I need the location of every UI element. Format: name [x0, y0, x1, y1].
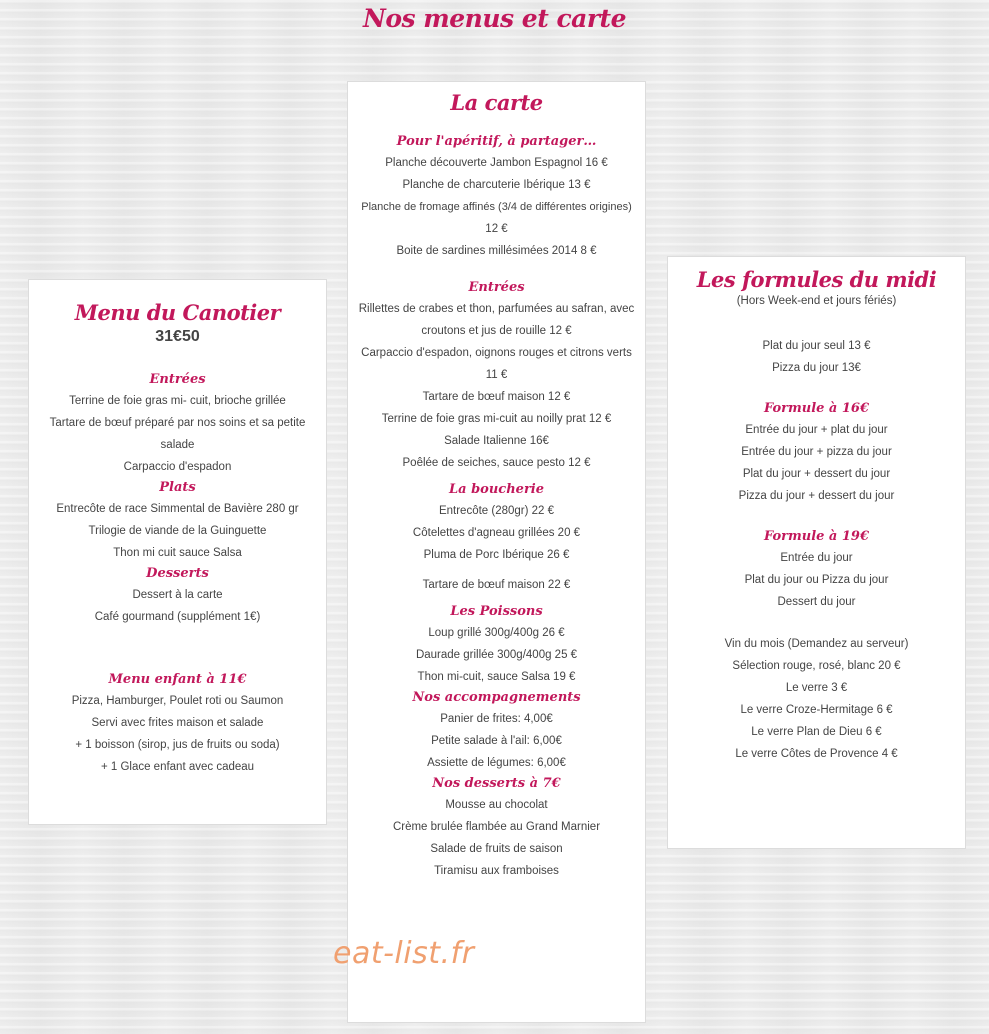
list-item: Pizza du jour + dessert du jour: [738, 490, 895, 502]
carte-desserts-title: Nos desserts à 7€: [432, 776, 561, 791]
list-item: Planche découverte Jambon Espagnol 16 €: [385, 157, 608, 169]
canotier-title: Menu du Canotier: [74, 300, 281, 325]
canotier-plats-title: Plats: [159, 480, 196, 495]
list-item: Planche de charcuterie Ibérique 13 €: [402, 179, 591, 191]
formules-midi-panel: [667, 256, 966, 849]
list-item: Le verre 3 €: [785, 682, 848, 694]
carte-aperitif-title: Pour l'apéritif, à partager…: [396, 134, 597, 149]
carte-accomp-title: Nos accompagnements: [412, 690, 581, 705]
list-item: Dessert du jour: [777, 596, 856, 608]
list-item: Poêlée de seiches, sauce pesto 12 €: [402, 457, 591, 469]
list-item: Vin du mois (Demandez au serveur): [724, 638, 909, 650]
list-item: Terrine de foie gras mi-cuit au noilly prat 12 €: [381, 413, 612, 425]
list-item: Trilogie de viande de la Guinguette: [88, 525, 267, 537]
list-item: Dessert à la carte: [132, 589, 223, 601]
list-item: Pluma de Porc Ibérique 26 €: [423, 549, 570, 561]
list-item: croutons et jus de rouille 12 €: [421, 325, 572, 337]
canotier-desserts-title: Desserts: [146, 566, 209, 581]
carte-title: La carte: [450, 90, 543, 115]
list-item: 11 €: [485, 369, 508, 381]
list-item: Tartare de bœuf préparé par nos soins et sa petite: [49, 417, 306, 429]
canotier-price: 31€50: [155, 328, 200, 345]
watermark: eat-list.fr: [333, 936, 475, 971]
list-item: Servi avec frites maison et salade: [91, 717, 264, 729]
formule-16-title: Formule à 16€: [763, 401, 870, 416]
list-item: Café gourmand (supplément 1€): [94, 611, 261, 623]
list-item: salade: [160, 439, 195, 451]
carte-boucherie-title: La boucherie: [449, 482, 544, 497]
list-item: Thon mi cuit sauce Salsa: [113, 547, 242, 559]
list-item: Planche de fromage affinés (3/4 de différentes origines): [361, 201, 632, 213]
list-item: Côtelettes d'agneau grillées 20 €: [412, 527, 581, 539]
list-item: Thon mi-cuit, sauce Salsa 19 €: [417, 671, 576, 683]
carte-entrees-title: Entrées: [468, 280, 525, 295]
list-item: Crème brulée flambée au Grand Marnier: [392, 821, 601, 833]
list-item: Entrée du jour + pizza du jour: [741, 446, 892, 458]
list-item: Plat du jour seul 13 €: [762, 340, 871, 352]
list-item: Salade Italienne 16€: [444, 435, 549, 447]
list-item: Salade de fruits de saison: [430, 843, 563, 855]
carte-poissons-title: Les Poissons: [450, 604, 543, 619]
canotier-enfant-title: Menu enfant à 11€: [108, 672, 247, 687]
list-item: Terrine de foie gras mi- cuit, brioche grillée: [69, 395, 286, 407]
list-item: Tiramisu aux framboises: [434, 865, 559, 877]
list-item: Rillettes de crabes et thon, parfumées au safran, avec: [358, 303, 635, 315]
page-title: Nos menus et carte: [363, 4, 626, 33]
list-item: Le verre Plan de Dieu 6 €: [751, 726, 882, 738]
list-item: Assiette de légumes: 6,00€: [427, 757, 566, 769]
formules-title: Les formules du midi: [696, 267, 937, 292]
menu-canotier-panel: [28, 279, 327, 825]
list-item: Entrecôte de race Simmental de Bavière 280 gr: [56, 503, 299, 515]
list-item: Plat du jour ou Pizza du jour: [744, 574, 889, 586]
list-item: Sélection rouge, rosé, blanc 20 €: [732, 660, 901, 672]
la-carte-panel: [347, 81, 646, 1023]
list-item: Carpaccio d'espadon, oignons rouges et citrons verts: [361, 347, 632, 359]
list-item: Entrecôte (280gr) 22 €: [438, 505, 555, 517]
list-item: + 1 boisson (sirop, jus de fruits ou soda): [75, 739, 280, 751]
formules-subtitle: (Hors Week-end et jours fériés): [736, 295, 897, 307]
formule-19-title: Formule à 19€: [763, 529, 870, 544]
list-item: Boite de sardines millésimées 2014 8 €: [396, 245, 597, 257]
list-item: Petite salade à l'ail: 6,00€: [431, 735, 562, 747]
list-item: Pizza, Hamburger, Poulet roti ou Saumon: [71, 695, 284, 707]
list-item: Carpaccio d'espadon: [123, 461, 232, 473]
list-item: Entrée du jour + plat du jour: [745, 424, 888, 436]
list-item: Entrée du jour: [780, 552, 853, 564]
list-item: Panier de frites: 4,00€: [440, 713, 553, 725]
list-item: Le verre Côtes de Provence 4 €: [735, 748, 898, 760]
list-item: Pizza du jour 13€: [772, 362, 861, 374]
list-item: Loup grillé 300g/400g 26 €: [428, 627, 565, 639]
list-item: Mousse au chocolat: [445, 799, 548, 811]
list-item: Tartare de bœuf maison 12 €: [422, 391, 571, 403]
canotier-entrees-title: Entrées: [149, 372, 206, 387]
list-item: + 1 Glace enfant avec cadeau: [100, 761, 255, 773]
list-item: Daurade grillée 300g/400g 25 €: [415, 649, 578, 661]
list-item: 12 €: [485, 223, 508, 235]
list-item: Le verre Croze-Hermitage 6 €: [740, 704, 893, 716]
list-item: Plat du jour + dessert du jour: [742, 468, 891, 480]
list-item: Tartare de bœuf maison 22 €: [422, 579, 571, 591]
